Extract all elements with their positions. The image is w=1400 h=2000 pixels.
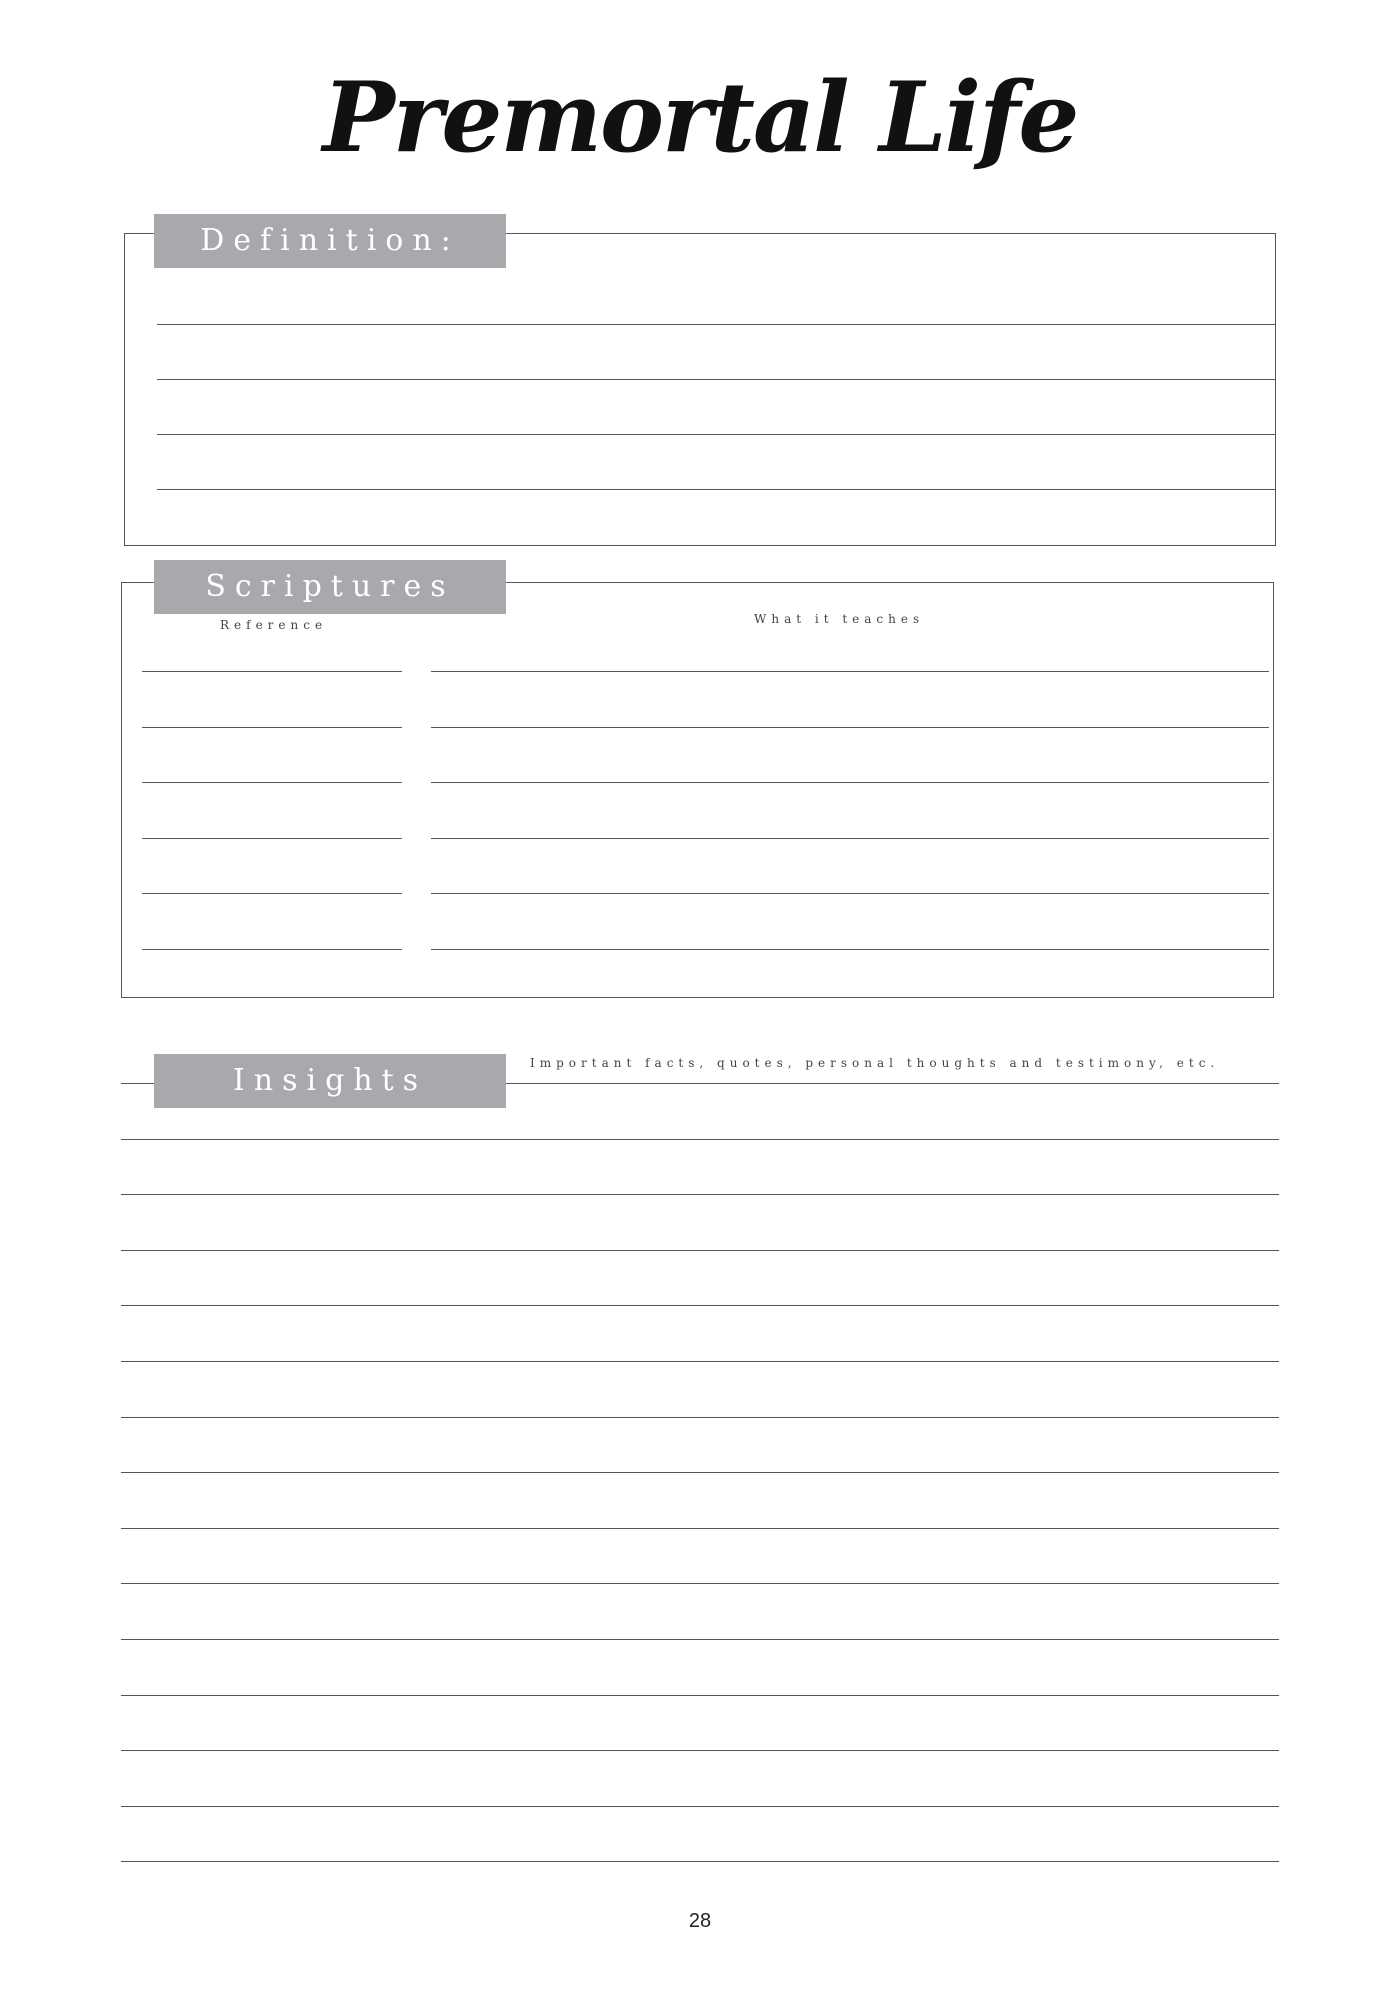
insight-line: [121, 1695, 1279, 1696]
reference-column-label: Reference: [220, 618, 328, 632]
definition-label: Definition:: [200, 223, 460, 258]
insights-tab: [154, 1054, 506, 1108]
definition-tab: [154, 214, 506, 268]
insight-line: [121, 1139, 1279, 1140]
insight-line: [121, 1194, 1279, 1195]
insight-line: [121, 1861, 1279, 1862]
scriptures-tab: [154, 560, 506, 614]
definition-line: [157, 379, 1276, 380]
teaches-column-label: What it teaches: [754, 612, 925, 626]
insight-line: [121, 1639, 1279, 1640]
definition-frame: [124, 233, 1276, 546]
reference-line: [142, 671, 402, 672]
insight-line: [121, 1472, 1279, 1473]
insight-line: [121, 1305, 1279, 1306]
insight-line: [121, 1250, 1279, 1251]
teaching-line: [431, 949, 1269, 950]
insight-line: [121, 1806, 1279, 1807]
reference-line: [142, 949, 402, 950]
insight-line: [121, 1361, 1279, 1362]
page-title: Premortal Life: [322, 61, 1078, 174]
scriptures-label: Scriptures: [205, 569, 455, 604]
teaching-line: [431, 838, 1269, 839]
insight-line: [121, 1528, 1279, 1529]
teaching-line: [431, 727, 1269, 728]
reference-line: [142, 727, 402, 728]
definition-line: [157, 324, 1276, 325]
insight-line: [121, 1417, 1279, 1418]
definition-line: [157, 489, 1276, 490]
reference-line: [142, 893, 402, 894]
insight-line: [121, 1750, 1279, 1751]
teaching-line: [431, 671, 1269, 672]
insights-label: Insights: [232, 1063, 428, 1098]
page-number: 28: [688, 1910, 712, 1932]
teaching-line: [431, 893, 1269, 894]
insights-hint: Important facts, quotes, personal thoughts and testimony, etc.: [530, 1056, 1220, 1070]
definition-line: [157, 434, 1276, 435]
scriptures-frame: [121, 582, 1274, 998]
teaching-line: [431, 782, 1269, 783]
reference-line: [142, 838, 402, 839]
insight-line: [121, 1583, 1279, 1584]
reference-line: [142, 782, 402, 783]
